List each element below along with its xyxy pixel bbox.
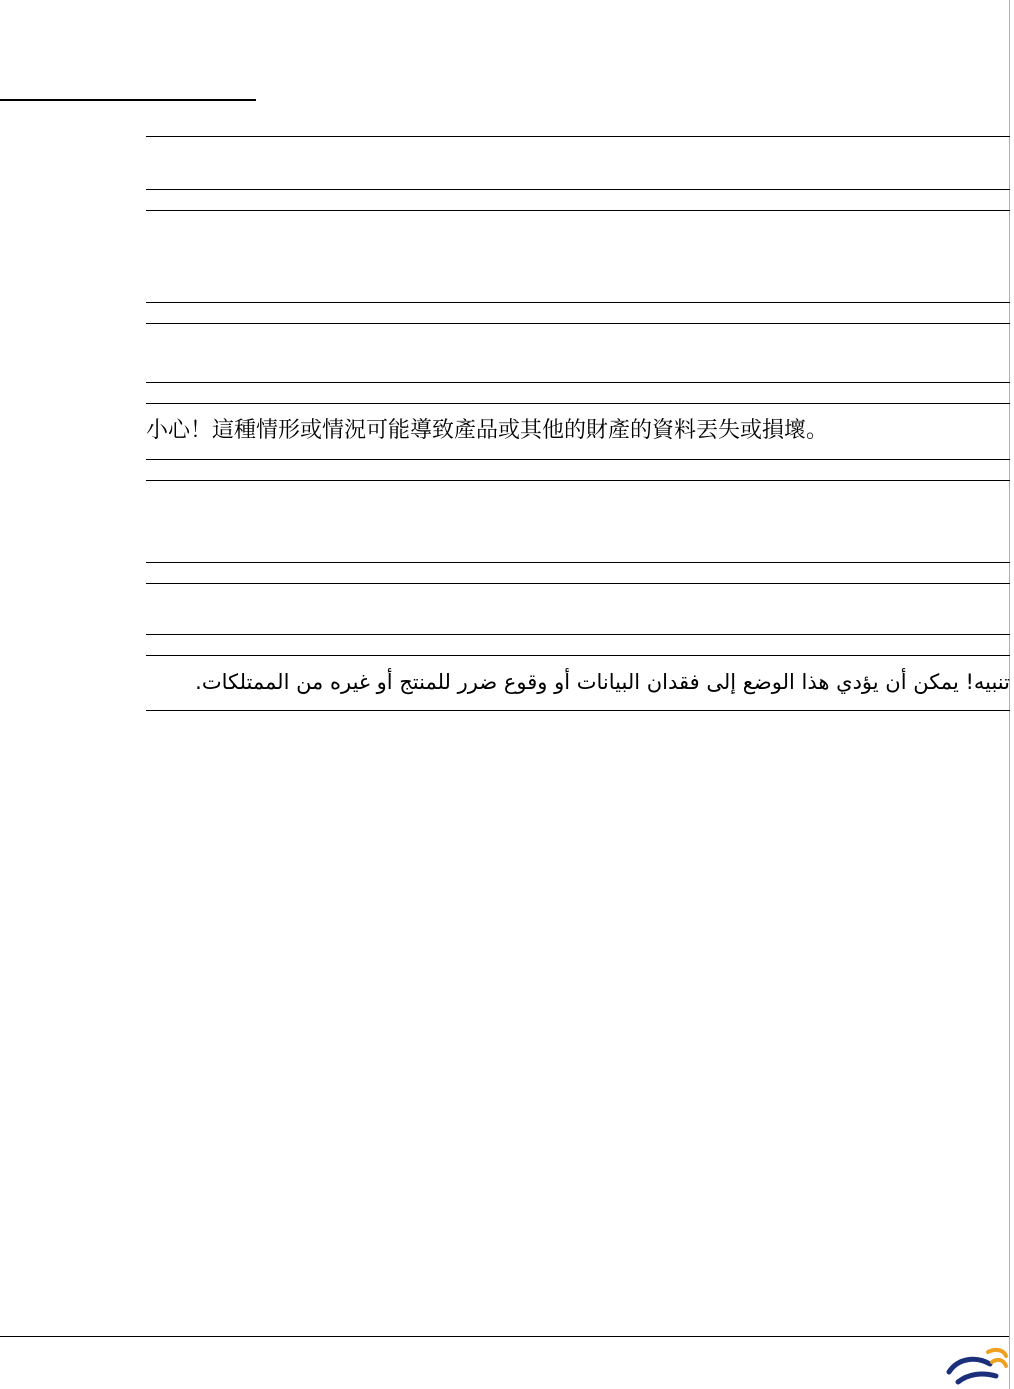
notice-box-7-top-rule bbox=[146, 655, 1010, 656]
notice-box-6-bottom-rule bbox=[146, 634, 1010, 635]
notice-box-5-bottom-rule bbox=[146, 562, 1010, 563]
logo-orange-swoosh-upper bbox=[988, 1350, 1006, 1356]
notice-box-4-bottom-rule bbox=[146, 459, 1010, 460]
notice-box-4-top-rule bbox=[146, 403, 1010, 404]
chinese-caution-notice: 小心！這種情形或情況可能導致產品或其他的財產的資料丟失或損壞。 bbox=[146, 418, 829, 443]
arabic-caution-notice: تنبيه! يمكن أن يؤدي هذا الوضع إلى فقدان البيانات أو وقوع ضرر للمنتج أو غيره من الممتلكات. bbox=[195, 670, 1010, 694]
notice-box-5-top-rule bbox=[146, 480, 1010, 481]
logo-orange-swoosh-lower bbox=[992, 1360, 1006, 1366]
publisher-logo-icon bbox=[946, 1346, 1008, 1386]
notice-box-6-top-rule bbox=[146, 583, 1010, 584]
logo-navy-swoosh-lower bbox=[958, 1374, 996, 1382]
footer-rule bbox=[0, 1336, 1009, 1337]
notice-box-2-top-rule bbox=[146, 210, 1010, 211]
notice-box-1-bottom-rule bbox=[146, 189, 1010, 190]
notice-box-3-top-rule bbox=[146, 323, 1010, 324]
logo-navy-swoosh-upper bbox=[949, 1359, 990, 1372]
notice-box-2-bottom-rule bbox=[146, 302, 1010, 303]
header-rule bbox=[0, 99, 256, 101]
notice-box-7-bottom-rule bbox=[146, 710, 1010, 711]
notice-box-1-top-rule bbox=[146, 136, 1010, 137]
notice-box-3-bottom-rule bbox=[146, 382, 1010, 383]
